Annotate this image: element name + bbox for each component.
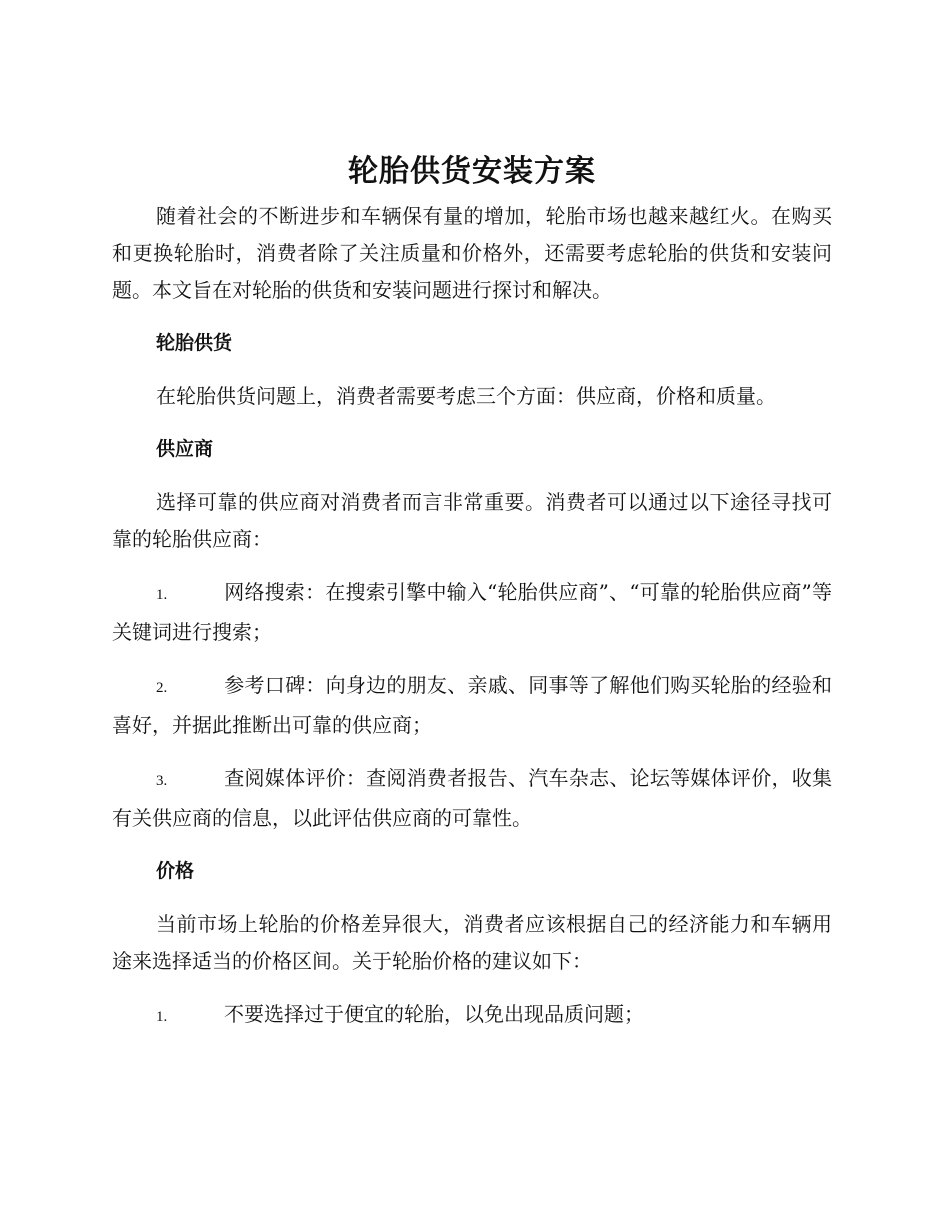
document-page xyxy=(112,150,832,1036)
list-number: 3. xyxy=(156,773,168,789)
supply-paragraph: 在轮胎供货问题上，消费者需要考虑三个方面：供应商，价格和质量。 xyxy=(156,384,776,408)
list-item-text: 不要选择过于便宜的轮胎，以免出现品质问题； xyxy=(224,1002,644,1026)
section-heading-price: 价格 xyxy=(156,860,195,882)
supplier-paragraph: 选择可靠的供应商对消费者而言非常重要。消费者可以通过以下途径寻找可靠的轮胎供应商： xyxy=(112,490,832,551)
list-item xyxy=(112,574,832,651)
section-heading-supply: 轮胎供货 xyxy=(156,332,233,354)
section-heading-supplier: 供应商 xyxy=(156,438,214,460)
list-item xyxy=(112,996,832,1036)
list-number: 1. xyxy=(156,587,168,603)
list-item xyxy=(112,760,832,837)
intro-paragraph: 随着社会的不断进步和车辆保有量的增加，轮胎市场也越来越红火。在购买和更换轮胎时，消费者除了关注质量和价格外，还需要考虑轮胎的供货和安装问题。本文旨在对轮胎的供货和安装问题进行探讨和解决。 xyxy=(112,204,832,302)
list-number: 1. xyxy=(156,1009,168,1025)
price-paragraph: 当前市场上轮胎的价格差异很大，消费者应该根据自己的经济能力和车辆用途来选择适当的价格区间。关于轮胎价格的建议如下： xyxy=(112,912,832,973)
list-item-text: 网络搜索：在搜索引擎中输入“轮胎供应商”、“可靠的轮胎供应商”等关键词进行搜索； xyxy=(112,580,832,644)
list-number: 2. xyxy=(156,680,168,696)
page-title: 轮胎供货安装方案 xyxy=(348,154,596,189)
list-item-text: 参考口碑：向身边的朋友、亲戚、同事等了解他们购买轮胎的经验和喜好，并据此推断出可靠的供应商； xyxy=(112,673,832,737)
list-item-text: 查阅媒体评价：查阅消费者报告、汽车杂志、论坛等媒体评价，收集有关供应商的信息，以此评估供应商的可靠性。 xyxy=(112,766,832,830)
list-item xyxy=(112,667,832,744)
